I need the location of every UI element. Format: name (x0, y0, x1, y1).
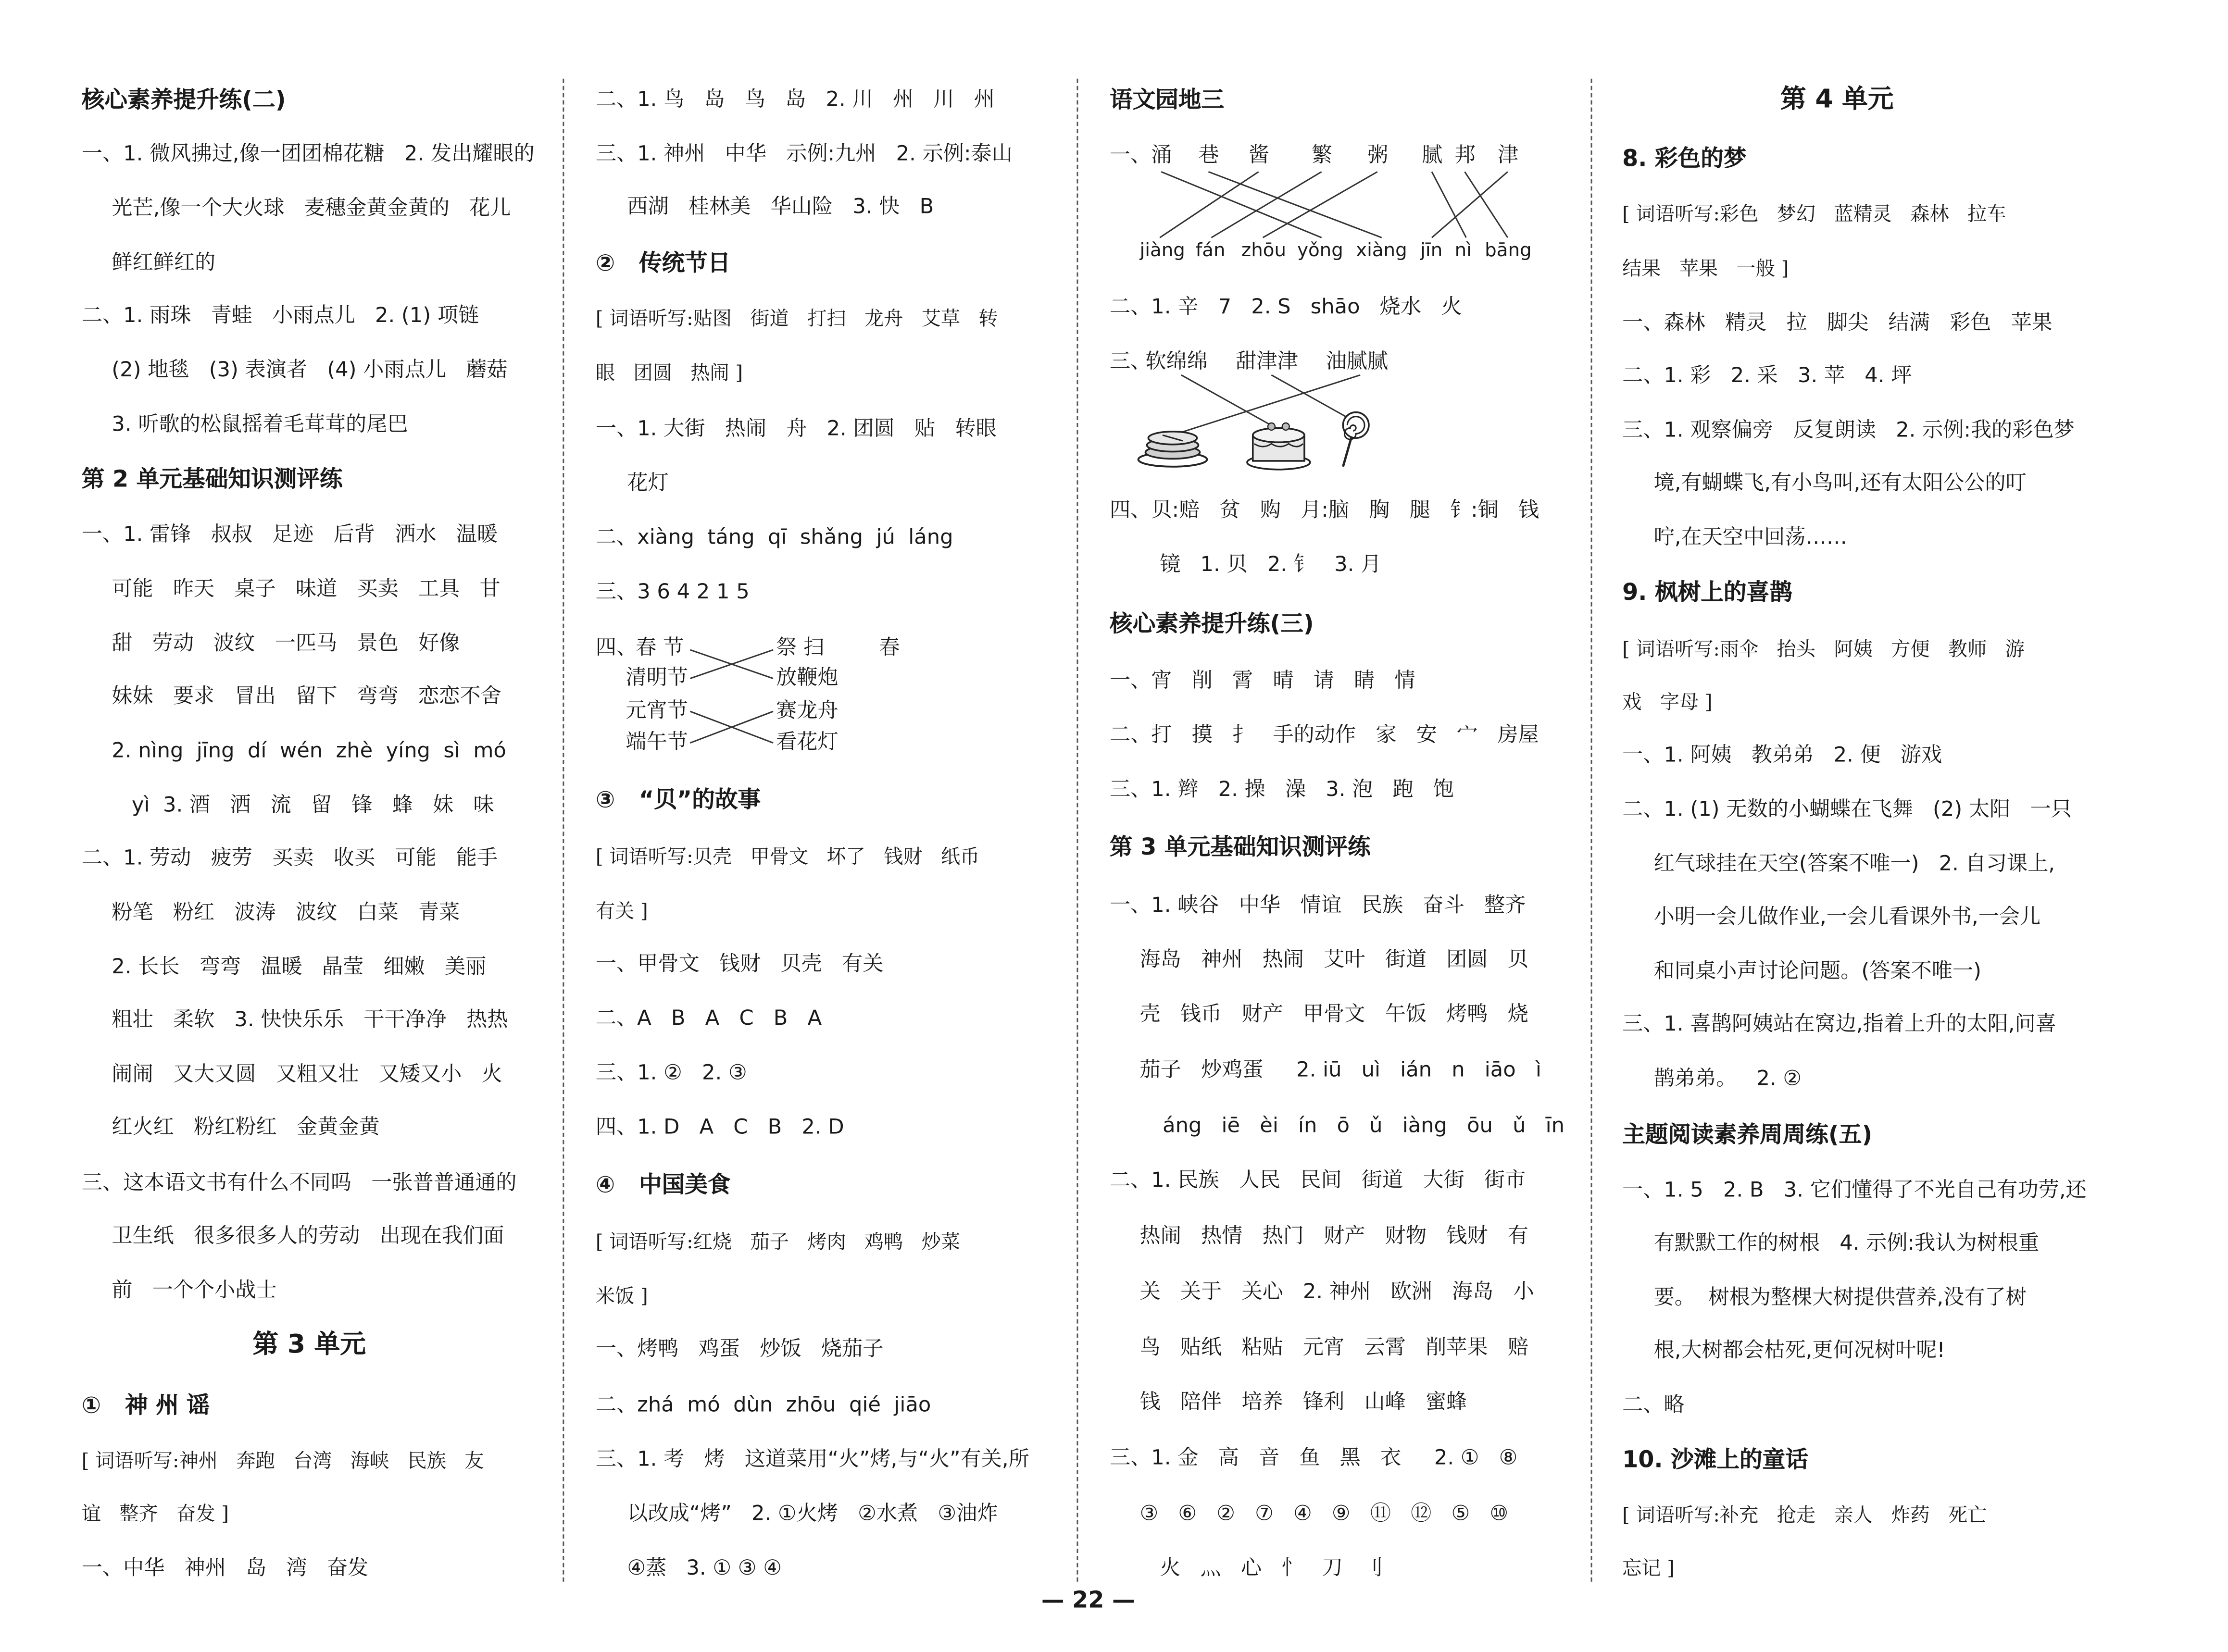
answer-line: 钱 陪伴 培养 锋利 山峰 蜜蜂 (1139, 1391, 1467, 1415)
answer-line: 2. nìng jīng dí wén zhè yíng sì mó (112, 740, 506, 763)
lesson-heading: ③ “贝”的故事 (595, 785, 761, 813)
lesson-heading: ① 神 州 谣 (81, 1391, 210, 1419)
lesson-heading: ④ 中国美食 (595, 1171, 731, 1198)
answer-line: 二、1. 劳动 疲劳 买卖 收买 可能 能手 (81, 847, 498, 870)
answer-line: 海岛 神州 热闹 艾叶 街道 团圆 贝 (1139, 949, 1528, 972)
answer-line: 2. 长长 弯弯 温暖 晶莹 细嫩 美丽 (112, 956, 487, 979)
answer-line: 二、打 摸 扌 手的动作 家 安 宀 房屋 (1109, 724, 1539, 747)
answer-line: 壳 钱币 财产 甲骨文 午饭 烤鸭 烧 (1139, 1003, 1528, 1027)
answer-line: 一、1. 大街 热闹 舟 2. 团圆 贴 转眼 (595, 418, 997, 441)
dictation-line: 忘记 ] (1622, 1557, 1675, 1580)
answer-line: 二、略 (1622, 1394, 1685, 1417)
page-number: — 22 — (1041, 1586, 1135, 1614)
answer-line: 二、zhá mó dùn zhōu qié jiāo (595, 1394, 931, 1417)
match-top-item: 腻 (1422, 144, 1443, 168)
match-left-item: 元宵节 (626, 700, 688, 723)
match-top-item: 酱 (1248, 144, 1269, 168)
answer-line: 三、3 6 4 2 1 5 (595, 581, 750, 604)
dictation-line: [ 词语听写:贝壳 甲骨文 坏了 钱财 纸币 (595, 845, 980, 869)
answer-line: ③ ⑥ ② ⑦ ④ ⑨ ⑪ ⑫ ⑤ ⑩ (1139, 1503, 1509, 1526)
match-prefix: 三、 (1109, 350, 1152, 374)
answer-line: 二、1. 辛 7 2. S shāo 烧水 火 (1109, 296, 1462, 320)
dictation-line: 米饭 ] (595, 1285, 648, 1308)
answer-line: 以改成“烤” 2. ①火烤 ②水煮 ③油炸 (627, 1503, 998, 1526)
match-bottom-item: zhōu (1241, 240, 1287, 262)
answer-line: 二、1. 鸟 岛 鸟 岛 2. 川 州 川 州 (595, 88, 995, 112)
answer-line: 一、1. 阿姨 教弟弟 2. 便 游戏 (1622, 744, 1942, 768)
answer-line: 卫生纸 很多很多人的劳动 出现在我们面 (112, 1225, 504, 1248)
answer-line: 二、1. 雨珠 青蛙 小雨点儿 2. (1) 项链 (81, 305, 479, 328)
answer-line: 要。 树根为整棵大树提供营养,没有了树 (1653, 1287, 2027, 1310)
match-left-item: 端午节 (626, 731, 688, 755)
match-right-item: 放鞭炮 (776, 667, 839, 690)
match-bottom-item: xiàng (1356, 240, 1407, 262)
answer-line: 三、1. 辫 2. 操 澡 3. 泡 跑 饱 (1109, 779, 1454, 802)
answer-line: 关 关于 关心 2. 神州 欧洲 海岛 小 (1139, 1281, 1534, 1304)
answer-line: 红火红 粉红粉红 金黄金黄 (112, 1116, 380, 1140)
answer-line: 三、1. 喜鹊阿姨站在窝边,指着上升的太阳,问喜 (1622, 1013, 2056, 1037)
answer-line: 二、1. 彩 2. 采 3. 苹 4. 坪 (1622, 365, 1912, 388)
match-top-item: 粥 (1367, 144, 1389, 168)
lesson-heading: ② 传统节日 (595, 249, 731, 276)
answer-line: 有默默工作的树根 4. 示例:我认为树根重 (1653, 1232, 2040, 1255)
answer-line: ④蒸 3. ① ③ ④ (627, 1557, 782, 1580)
match-prefix: 一、 (1109, 144, 1152, 168)
answer-line: áng iē èi ín ō ǔ iàng ōu ǔ īn (1163, 1115, 1565, 1138)
match-word: 甜津津 (1236, 350, 1298, 374)
answer-line: 粉笔 粉红 波涛 波纹 白菜 青菜 (112, 902, 460, 925)
lesson-heading: 9. 枫树上的喜鹊 (1622, 578, 1792, 606)
match-bottom-item: nì (1454, 240, 1472, 262)
dictation-line: [ 词语听写:雨伞 抬头 阿姨 方便 教师 游 (1622, 638, 2025, 661)
match-word: 软绵绵 (1145, 350, 1208, 374)
section-heading: 核心素养提升练(二) (81, 86, 286, 113)
match-left-item: 清明节 (626, 667, 688, 690)
answer-line: 一、宵 削 霄 晴 请 睛 情 (1109, 670, 1415, 693)
answer-line: 一、甲骨文 钱财 贝壳 有关 (595, 953, 884, 976)
answer-line: 小明一会儿做作业,一会儿看课外书,一会儿 (1653, 906, 2041, 929)
answer-line: 三、1. 观察偏旁 反复朗读 2. 示例:我的彩色梦 (1622, 419, 2075, 443)
answer-line: 二、1. 民族 人民 民间 街道 大街 街市 (1109, 1169, 1526, 1192)
answer-line: 咛,在天空中回荡…… (1653, 526, 1847, 550)
answer-line: 二、xiàng táng qī shǎng jú láng (595, 526, 953, 550)
section-heading: 语文园地三 (1109, 86, 1225, 113)
dictation-line: [ 词语听写:贴图 街道 打扫 龙舟 艾草 转 (595, 308, 998, 331)
answer-line: 三、1. ② 2. ③ (595, 1062, 747, 1085)
answer-line: 三、1. 考 烤 这道菜用“火”烤,与“火”有关,所 (595, 1448, 1029, 1472)
answer-line: 二、A B A C B A (595, 1007, 822, 1031)
answer-line: 茄子 炒鸡蛋 2. iū uì ián n iāo ì (1139, 1059, 1541, 1082)
answer-line: 粗壮 柔软 3. 快快乐乐 干干净净 热热 (112, 1009, 508, 1032)
answer-line: 闹闹 又大又圆 又粗又壮 又矮又小 火 (112, 1063, 502, 1087)
answer-line: 3. 听歌的松鼠摇着毛茸茸的尾巴 (112, 413, 408, 437)
cake-icon (1243, 415, 1314, 472)
answer-line: 甜 劳动 波纹 一匹马 景色 好像 (112, 633, 460, 656)
dictation-line: [ 词语听写:彩色 梦幻 蓝精灵 森林 拉车 (1622, 203, 2006, 226)
dictation-line: 谊 整齐 奋发 ] (81, 1503, 229, 1526)
match-bottom-item: jīn (1420, 240, 1443, 262)
answer-line: 前 一个个小战士 (112, 1279, 277, 1303)
answer-line: 三、1. 金 高 音 鱼 黑 衣 2. ① ⑧ (1109, 1447, 1518, 1470)
dictation-line: [ 词语听写:神州 奔跑 台湾 海峡 民族 友 (81, 1450, 484, 1473)
dictation-line: 戏 字母 ] (1622, 691, 1713, 715)
answer-line: (2) 地毯 (3) 表演者 (4) 小雨点儿 蘑菇 (112, 359, 508, 383)
answer-line: 一、森林 精灵 拉 脚尖 结满 彩色 苹果 (1622, 312, 2053, 335)
answer-line: 一、1. 雷锋 叔叔 足迹 后背 洒水 温暖 (81, 523, 498, 547)
answer-line: 三、这本语文书有什么不同吗 一张普普通通的 (81, 1172, 517, 1195)
match-bottom-item: fán (1195, 240, 1226, 262)
section-heading: 第 3 单元基础知识测评练 (1109, 833, 1371, 860)
answer-line: 可能 昨天 桌子 味道 买卖 工具 甘 (112, 578, 501, 601)
answer-line: 红气球挂在天空(答案不唯一) 2. 自习课上, (1653, 853, 2055, 876)
dictation-line: 有关 ] (595, 900, 648, 923)
dictation-line: 结果 苹果 一般 ] (1622, 258, 1789, 281)
unit-heading: 第 4 单元 (1780, 84, 1894, 115)
answer-line: 鲜红鲜红的 (112, 252, 216, 275)
match-word: 油腻腻 (1326, 350, 1389, 374)
match-bottom-item: bāng (1485, 240, 1532, 262)
answer-line: 根,大树都会枯死,更何况树叶呢! (1653, 1340, 1945, 1363)
answer-line: 二、1. (1) 无数的小蝴蝶在飞舞 (2) 太阳 一只 (1622, 798, 2072, 822)
answer-line: 和同桌小声讨论问题。(答案不唯一) (1653, 960, 1982, 983)
answer-line: 一、中华 神州 岛 湾 奋发 (81, 1557, 369, 1580)
answer-line: 镜 1. 贝 2. 钅 3. 月 (1160, 554, 1382, 577)
match-extra-answer: 春 (879, 637, 900, 660)
answer-line: 火 灬 心 忄 刀 刂 (1160, 1557, 1384, 1580)
pancakes-icon (1134, 423, 1212, 469)
answer-line: yì 3. 酒 洒 流 留 锋 蜂 妹 味 (131, 794, 494, 818)
answer-line: 热闹 热情 热门 财产 财物 钱财 有 (1139, 1225, 1528, 1248)
match-right-item: 赛龙舟 (776, 700, 839, 723)
match-prefix: 四、 (595, 637, 638, 660)
match-top-item: 巷 (1198, 144, 1219, 168)
answer-line: 西湖 桂林美 华山险 3. 快 B (627, 196, 934, 219)
answer-line: 四、1. D A C B 2. D (595, 1116, 844, 1140)
section-heading: 主题阅读素养周周练(五) (1622, 1120, 1873, 1148)
dictation-line: [ 词语听写:红烧 茄子 烤肉 鸡鸭 炒菜 (595, 1231, 961, 1254)
match-right-item: 祭 扫 (776, 637, 825, 660)
match-top-item: 涌 (1151, 144, 1172, 168)
answer-line: 鸟 贴纸 粘贴 元宵 云霄 削苹果 赔 (1139, 1337, 1528, 1360)
answer-line: 光芒,像一个大火球 麦穗金黄金黄的 花儿 (112, 197, 511, 221)
column-divider (1591, 79, 1592, 1582)
answer-line: 花灯 (627, 472, 669, 496)
answer-line: 境,有蝴蝶飞,有小鸟叫,还有太阳公公的叮 (1653, 472, 2027, 496)
dictation-line: 眼 团圆 热闹 ] (595, 362, 743, 385)
match-bottom-item: yǒng (1297, 240, 1343, 262)
section-heading: 第 2 单元基础知识测评练 (81, 465, 343, 493)
answer-line: 三、1. 神州 中华 示例:九州 2. 示例:泰山 (595, 143, 1013, 166)
match-right-item: 看花灯 (776, 731, 839, 755)
answer-line: 一、1. 微风拂过,像一团团棉花糖 2. 发出耀眼的 (81, 143, 535, 166)
dictation-line: [ 词语听写:补充 抢走 亲人 炸药 死亡 (1622, 1504, 1987, 1528)
answer-line: 妹妹 要求 冒出 留下 弯弯 恋恋不舍 (112, 685, 501, 709)
unit-heading: 第 3 单元 (252, 1329, 366, 1360)
lollipop-icon (1332, 410, 1377, 470)
answer-line: 一、1. 5 2. B 3. 它们懂得了不光自己有功劳,还 (1622, 1179, 2087, 1203)
match-top-item: 繁 (1311, 144, 1333, 168)
lesson-heading: 10. 沙滩上的童话 (1622, 1445, 1808, 1473)
lesson-heading: 8. 彩色的梦 (1622, 144, 1747, 172)
match-left-item: 春 节 (636, 637, 684, 660)
section-heading: 核心素养提升练(三) (1109, 609, 1314, 637)
match-bottom-item: jiàng (1139, 240, 1185, 262)
answer-line: 一、烤鸭 鸡蛋 炒饭 烧茄子 (595, 1338, 884, 1362)
answer-line: 一、1. 峡谷 中华 情谊 民族 奋斗 整齐 (1109, 894, 1526, 918)
match-top-item: 津 (1497, 144, 1519, 168)
match-top-item: 邦 (1454, 144, 1476, 168)
answer-line: 四、贝:赔 贫 购 月:脑 胸 腿 钅:铜 钱 (1109, 499, 1540, 522)
answer-line: 鹊弟弟。 2. ② (1653, 1068, 1802, 1091)
